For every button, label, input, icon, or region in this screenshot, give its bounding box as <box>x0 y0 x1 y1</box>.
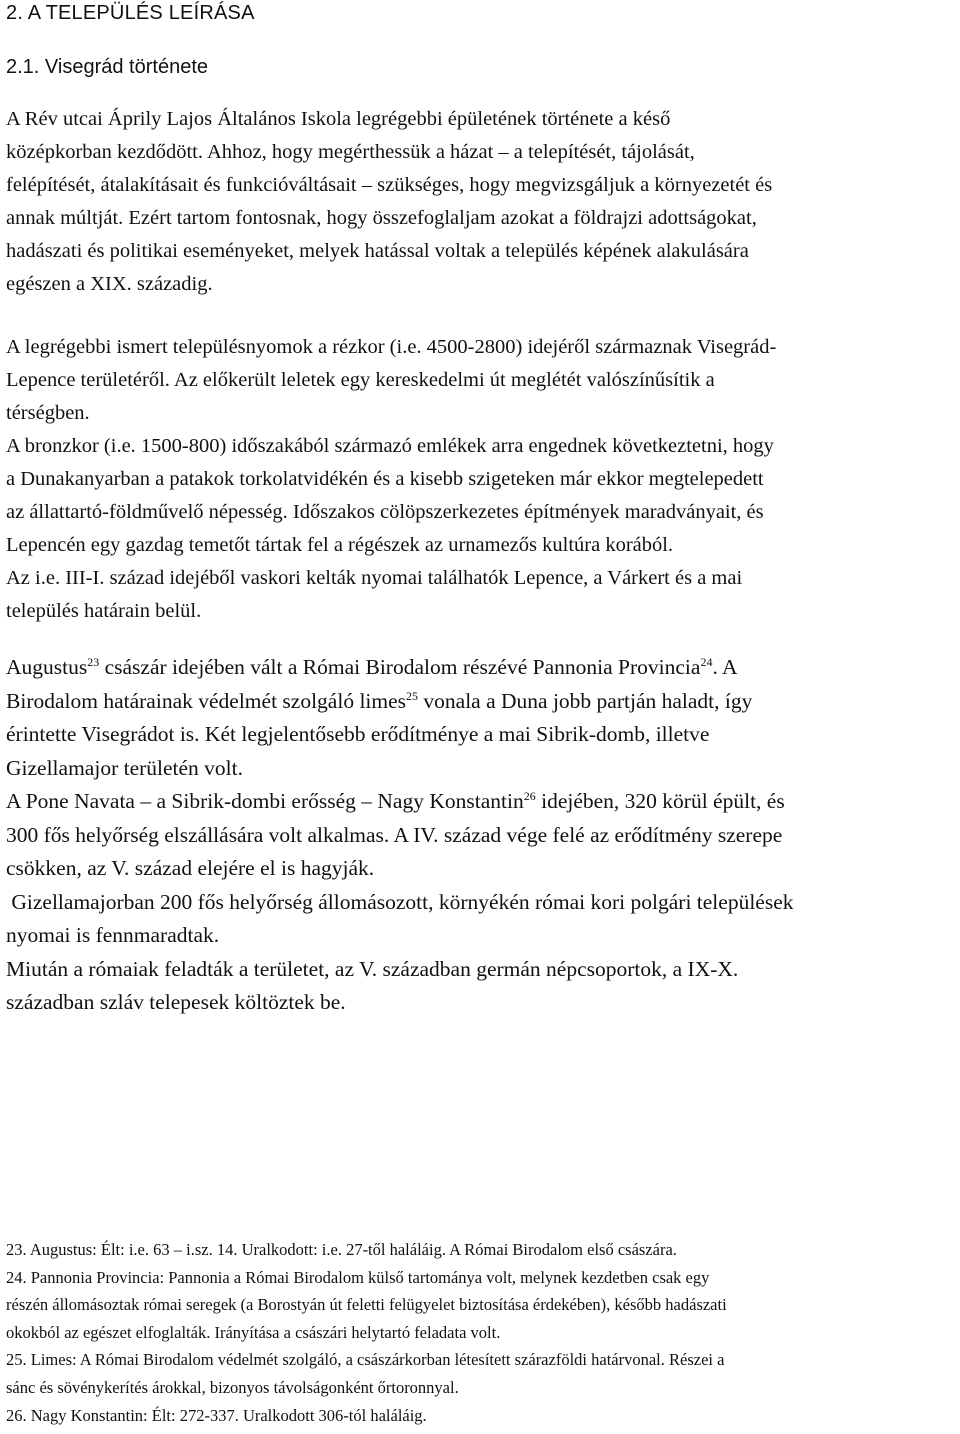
text-line <box>6 651 954 685</box>
text-line: A legrégebbi ismert településnyomok a rézkor (i.e. 4500-2800) idejéről származnak Visegrád- <box>6 336 777 358</box>
text-line: település határain belül. <box>6 600 202 622</box>
intro-paragraph <box>6 103 954 301</box>
text-line <box>6 785 954 819</box>
text-line: hadászati és politikai eseményeket, melyek hatással voltak a település képének alakulására <box>6 240 749 262</box>
footnotes <box>6 1236 954 1429</box>
text-line: Az i.e. III-I. század idejéből vaskori kelták nyomai találhatók Lepence, a Várkert és a mai <box>6 567 743 589</box>
text-line: Lepencén egy gazdag temetőt tártak fel a régészek az urnamezős kultúra korából. <box>6 534 674 556</box>
text-line: A bronzkor (i.e. 1500-800) időszakából származó emlékek arra engednek következtetni, hogy <box>6 435 774 457</box>
text-line: Gizellamajor területén volt. <box>6 755 244 780</box>
text-line: térségben. <box>6 402 90 424</box>
subsection-heading: 2.1. Visegrád története <box>6 56 208 78</box>
footnote-line: 26. Nagy Konstantin: Élt: 272-337. Uralkodott 306-tól haláláig. <box>6 1405 427 1425</box>
footnote-line: okokból az egészet elfoglalták. Irányítása a császári helytartó feladata volt. <box>6 1322 501 1342</box>
text-run: Birodalom határainak védelmét szolgáló limes <box>6 688 407 713</box>
footnote-line: sánc és sövénykerítés árokkal, bizonyos távolságonként őrtoronnyal. <box>6 1377 459 1397</box>
footnote-line: 24. Pannonia Provincia: Pannonia a Római Birodalom külső tartománya volt, melynek kezdetben csak egy <box>6 1267 710 1287</box>
text-line: nyomai is fennmaradtak. <box>6 923 220 947</box>
roman-paragraph <box>6 651 954 1020</box>
text-line: Lepence területéről. Az előkerült leletek egy kereskedelmi út meglétét valószínűsítik a <box>6 369 715 391</box>
text-line: egészen a XIX. századig. <box>6 273 213 295</box>
text-line: csökken, az V. század elejére el is hagyják. <box>6 856 375 880</box>
text-run: vonala a Duna jobb partján haladt, így <box>418 688 753 713</box>
text-run: idejében, 320 körül épült, és <box>535 789 785 813</box>
text-line: érintette Visegrádot is. Két legjelentősebb erődítménye a mai Sibrik-domb, illetve <box>6 722 710 746</box>
text-line: felépítését, átalakításait és funkcióváltásait – szükséges, hogy megvizsgáljuk a környezetét és <box>6 174 773 196</box>
footnote-line: részén állomásoztak római seregek (a Borostyán út feletti felügyelet biztosítása érdekében), később hadászati <box>6 1295 727 1315</box>
text-line: Miután a rómaiak feladták a területet, az V. században germán népcsoportok, a IX-X. <box>6 956 739 981</box>
text-line: a Dunakanyarban a patakok torkolatvidékén és a kisebb szigeteken már ekkor megtelepedett <box>6 468 764 490</box>
footnote-line: 23. Augustus: Élt: i.e. 63 – i.sz. 14. Uralkodott: i.e. 27-től haláláig. A Római Birodalom első császára. <box>6 1240 677 1259</box>
footnote-line: 25. Limes: A Római Birodalom védelmét szolgáló, a császárkorban létesített szárazföldi határvonal. Részei a <box>6 1350 725 1370</box>
text-run: . A <box>712 655 738 679</box>
text-line: Gizellamajorban 200 fős helyőrség állomásozott, környékén római kori polgári települések <box>6 889 794 914</box>
text-line <box>6 685 954 719</box>
footnote-ref[interactable]: 25 <box>406 688 419 703</box>
prehistory-paragraph <box>6 331 954 628</box>
footnote-ref[interactable]: 23 <box>87 655 100 669</box>
section-heading: 2. A TELEPÜLÉS LEÍRÁSA <box>6 2 255 24</box>
text-line: középkorban kezdődött. Ahhoz, hogy megérthessük a házat – a telepítését, tájolását, <box>6 141 695 163</box>
text-run: A Pone Navata – a Sibrik-dombi erősség – Nagy Konstantin <box>6 789 524 813</box>
text-line: annak múltját. Ezért tartom fontosnak, hogy összefoglaljam azokat a földrajzi adottságokat, <box>6 207 757 229</box>
footnote-ref[interactable]: 26 <box>523 789 536 803</box>
text-line: században szláv telepesek költöztek be. <box>6 990 346 1014</box>
text-run: Augustus <box>6 655 88 679</box>
text-line: az állattartó-földművelő népesség. Időszakos cölöpszerkezetes építmények maradványait, és <box>6 501 764 523</box>
text-run: császár idejében vált a Római Birodalom részévé Pannonia Provincia <box>99 655 701 679</box>
footnote-ref[interactable]: 24 <box>700 655 713 669</box>
text-line: 300 fős helyőrség elszállására volt alkalmas. A IV. század vége felé az erődítmény szerepe <box>6 822 783 847</box>
text-line: A Rév utcai Áprily Lajos Általános Iskola legrégebbi épületének története a késő <box>6 108 671 130</box>
